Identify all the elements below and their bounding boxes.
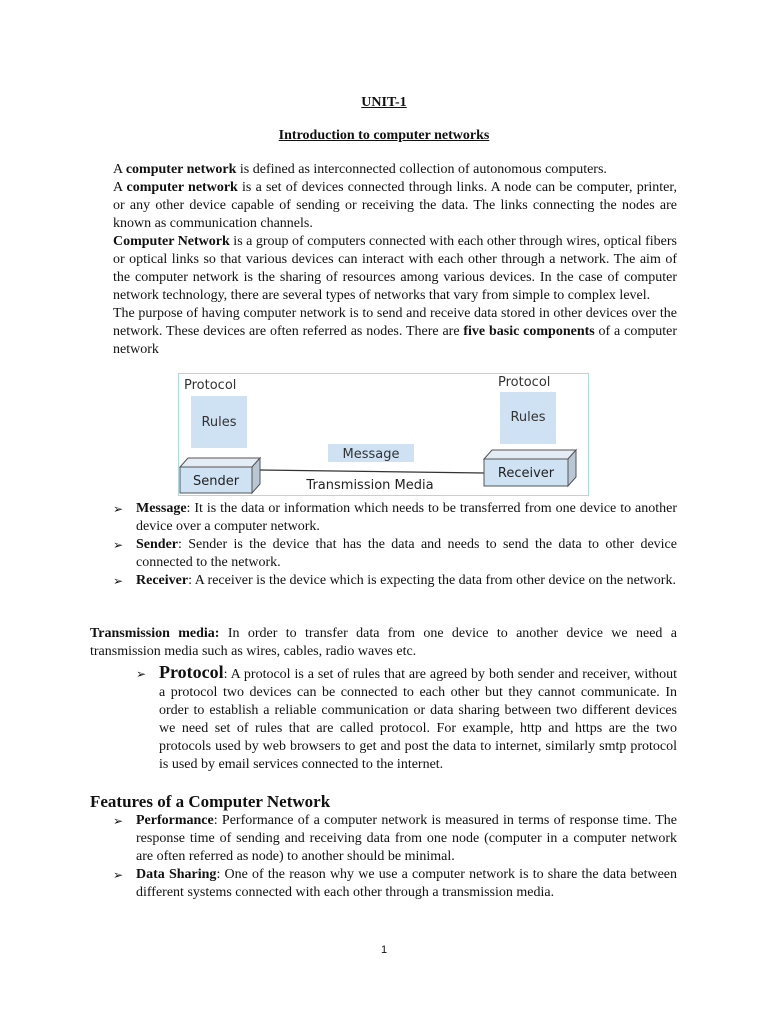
intro-paragraph-3: Computer Network is a group of computers connected with each other through wires, optical fibers or optical links so that various devices can interact with each other through a network. The aim of the computer network is the sharing of resources among various devices. In the case of computer network technology, there are several types of networks that vary from simple to complex level.	[113, 234, 677, 303]
list-item: ➢ Data Sharing: One of the reason why we use a computer network is to share the data between different systems connected with each other through a transmission media.	[113, 867, 678, 900]
receiver-label: Receiver	[497, 466, 555, 481]
features-list	[113, 812, 677, 902]
message-label: Message	[342, 447, 400, 462]
features-heading: Features of a Computer Network	[90, 792, 331, 811]
list-item: ➢ Protocol: A protocol is a set of rules that are agreed by both sender and receiver, without a protocol two devices can be connected to each other but they cannot communicate. In order to establish a reliable communication or data sharing between two different devices we need set of rules that are called protocol. For example, http and https are the two protocols used by web browsers to get and post the data to internet, similarly smtp protocol is used by email services connected to the internet.	[136, 662, 677, 772]
transmission-media-paragraph: Transmission media: In order to transfer data from one device to another device we need a transmission media such as wires, cables, radio waves etc.	[90, 626, 677, 659]
transmission-media-label: Transmission Media	[306, 478, 434, 493]
page-number: 1	[380, 944, 388, 956]
bullet-arrow-icon: ➢	[113, 502, 124, 516]
protocol-section	[136, 663, 677, 774]
rules-right-label: Rules	[510, 410, 546, 425]
receiver-box-top	[484, 450, 576, 459]
list-item: ➢ Performance: Performance of a computer network is measured in terms of response time. The response time of sending and receiving data from one node (computer in a computer network are often referred as node) to another should be minimal.	[113, 813, 677, 864]
intro-paragraph-2: A computer network is a set of devices connected through links. A node can be computer, printer, or any other device capable of sending or receiving the data. The links connecting the nodes are known as communication channels.	[113, 180, 677, 231]
components-list	[113, 500, 677, 590]
sender-label: Sender	[192, 474, 240, 489]
list-item: ➢ Message: It is the data or information which needs to be transferred from one device to another device over a computer network.	[113, 501, 677, 534]
intro-section	[113, 161, 677, 359]
list-item: ➢ Sender: Sender is the device that has the data and needs to send the data to other device connected to the network.	[113, 537, 677, 570]
bullet-arrow-icon: ➢	[113, 814, 124, 828]
intro-paragraph-4: The purpose of having computer network is to send and receive data stored in other devices over the network. These devices are often referred as nodes. There are five basic components of a computer network	[113, 306, 677, 357]
sender-box-top	[180, 458, 260, 467]
network-components-diagram	[178, 373, 590, 497]
bullet-arrow-icon: ➢	[113, 538, 124, 552]
protocol-right-label: Protocol	[498, 375, 551, 390]
list-item: ➢ Receiver: A receiver is the device which is expecting the data from other device on the network.	[113, 573, 676, 588]
protocol-left-label: Protocol	[184, 378, 237, 393]
bullet-arrow-icon: ➢	[113, 868, 124, 882]
bullet-arrow-icon: ➢	[113, 574, 124, 588]
intro-paragraph-1: A computer network is defined as interconnected collection of autonomous computers.	[113, 162, 607, 177]
bullet-arrow-icon: ➢	[136, 667, 147, 681]
section-subtitle: Introduction to computer networks	[278, 128, 490, 143]
unit-title: UNIT-1	[361, 95, 407, 110]
rules-left-label: Rules	[201, 415, 237, 430]
